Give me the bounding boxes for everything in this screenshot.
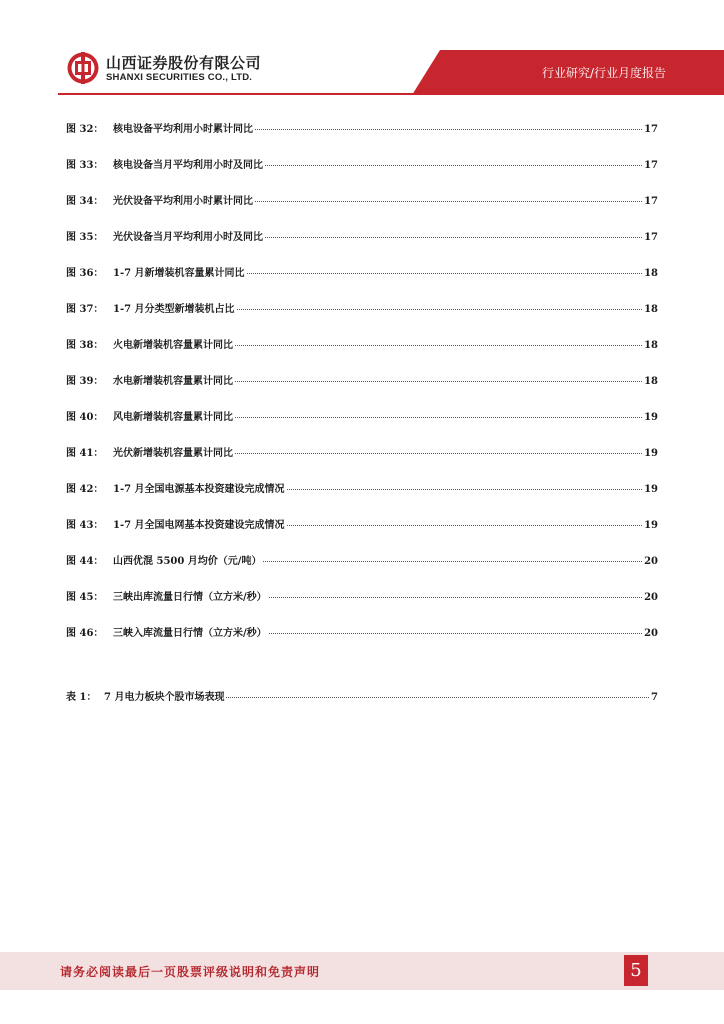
leader-dots xyxy=(255,121,642,130)
leader-dots xyxy=(226,689,649,698)
figure-label: 图 41： xyxy=(66,448,104,459)
figure-title: 1-7 月分类型新增装机占比 xyxy=(113,304,235,315)
leader-dots xyxy=(237,301,643,310)
figure-title: 光伏新增装机容量累计同比 xyxy=(113,448,233,459)
toc-entry[interactable] xyxy=(66,516,658,536)
figure-title: 光伏设备当月平均利用小时及同比 xyxy=(113,232,263,243)
leader-dots xyxy=(247,265,643,274)
figure-label: 图 40： xyxy=(66,412,104,423)
page-header xyxy=(0,0,724,95)
page-ref: 20 xyxy=(644,556,658,567)
toc-entry[interactable] xyxy=(66,192,658,212)
figure-title: 1-7 月全国电源基本投资建设完成情况 xyxy=(113,484,285,495)
leader-dots xyxy=(287,517,643,526)
company-name-cn: 山西证券股份有限公司 xyxy=(106,54,262,72)
toc-entry[interactable] xyxy=(66,120,658,140)
toc-entry[interactable] xyxy=(66,588,658,608)
page-ref: 18 xyxy=(644,340,658,351)
page-ref: 19 xyxy=(644,412,658,423)
toc-entry[interactable] xyxy=(66,336,658,356)
figure-label: 图 39： xyxy=(66,376,104,387)
leader-dots xyxy=(269,589,642,598)
figure-label: 图 35： xyxy=(66,232,104,243)
toc-entry[interactable] xyxy=(66,372,658,392)
figure-title: 三峡出库流量日行情（立方米/秒） xyxy=(113,592,267,603)
page-ref: 17 xyxy=(644,160,658,171)
figure-title: 风电新增装机容量累计同比 xyxy=(113,412,233,423)
figure-label: 图 33： xyxy=(66,160,104,171)
figure-title: 核电设备当月平均利用小时及同比 xyxy=(113,160,263,171)
leader-dots xyxy=(263,553,642,562)
leader-dots xyxy=(265,229,642,238)
figure-label: 图 44： xyxy=(66,556,104,567)
page-ref: 19 xyxy=(644,520,658,531)
company-name-en: SHANXI SECURITIES CO., LTD. xyxy=(106,72,253,83)
figure-label: 图 46： xyxy=(66,628,104,639)
toc-entry[interactable] xyxy=(66,552,658,572)
figure-label: 图 38： xyxy=(66,340,104,351)
toc-entry[interactable] xyxy=(66,228,658,248)
figure-title: 1-7 月全国电网基本投资建设完成情况 xyxy=(113,520,285,531)
leader-dots xyxy=(287,481,643,490)
company-logo-icon xyxy=(66,51,100,85)
figure-title: 核电设备平均利用小时累计同比 xyxy=(113,124,253,135)
toc-entry[interactable] xyxy=(66,480,658,500)
page-ref: 20 xyxy=(644,592,658,603)
toc-table-entry[interactable] xyxy=(66,688,658,708)
page-footer xyxy=(0,952,724,990)
table-label: 表 1： xyxy=(66,692,97,703)
toc-entry[interactable] xyxy=(66,444,658,464)
leader-dots xyxy=(269,625,642,634)
figure-label: 图 34： xyxy=(66,196,104,207)
leader-dots xyxy=(265,157,642,166)
leader-dots xyxy=(235,337,642,346)
page-ref: 17 xyxy=(644,196,658,207)
figure-title: 三峡入库流量日行情（立方米/秒） xyxy=(113,628,267,639)
leader-dots xyxy=(235,445,642,454)
figure-label: 图 36： xyxy=(66,268,104,279)
leader-dots xyxy=(235,373,642,382)
toc-entry[interactable] xyxy=(66,300,658,320)
page-number: 5 xyxy=(624,955,648,986)
leader-dots xyxy=(235,409,642,418)
page-ref: 17 xyxy=(644,232,658,243)
figure-title: 山西优混 5500 月均价（元/吨） xyxy=(113,556,262,567)
page-ref: 17 xyxy=(644,124,658,135)
page-ref: 19 xyxy=(644,484,658,495)
page-ref: 18 xyxy=(644,376,658,387)
figure-label: 图 42： xyxy=(66,484,104,495)
figure-label: 图 43： xyxy=(66,520,104,531)
figure-title: 光伏设备平均利用小时累计同比 xyxy=(113,196,253,207)
report-type: 行业研究/行业月度报告 xyxy=(541,66,666,80)
toc-entry[interactable] xyxy=(66,264,658,284)
figure-title: 火电新增装机容量累计同比 xyxy=(113,340,233,351)
page-ref: 7 xyxy=(651,692,658,703)
page-ref: 18 xyxy=(644,304,658,315)
figure-title: 1-7 月新增装机容量累计同比 xyxy=(113,268,245,279)
figure-title: 水电新增装机容量累计同比 xyxy=(113,376,233,387)
toc-entry[interactable] xyxy=(66,624,658,644)
disclaimer-notice: 请务必阅读最后一页股票评级说明和免责声明 xyxy=(60,965,321,979)
leader-dots xyxy=(255,193,642,202)
figure-label: 图 45： xyxy=(66,592,104,603)
page-ref: 19 xyxy=(644,448,658,459)
toc-entry[interactable] xyxy=(66,408,658,428)
page-ref: 20 xyxy=(644,628,658,639)
toc-entry[interactable] xyxy=(66,156,658,176)
page-ref: 18 xyxy=(644,268,658,279)
figure-label: 图 37： xyxy=(66,304,104,315)
figure-label: 图 32： xyxy=(66,124,104,135)
table-title: 7 月电力板块个股市场表现 xyxy=(104,692,225,703)
